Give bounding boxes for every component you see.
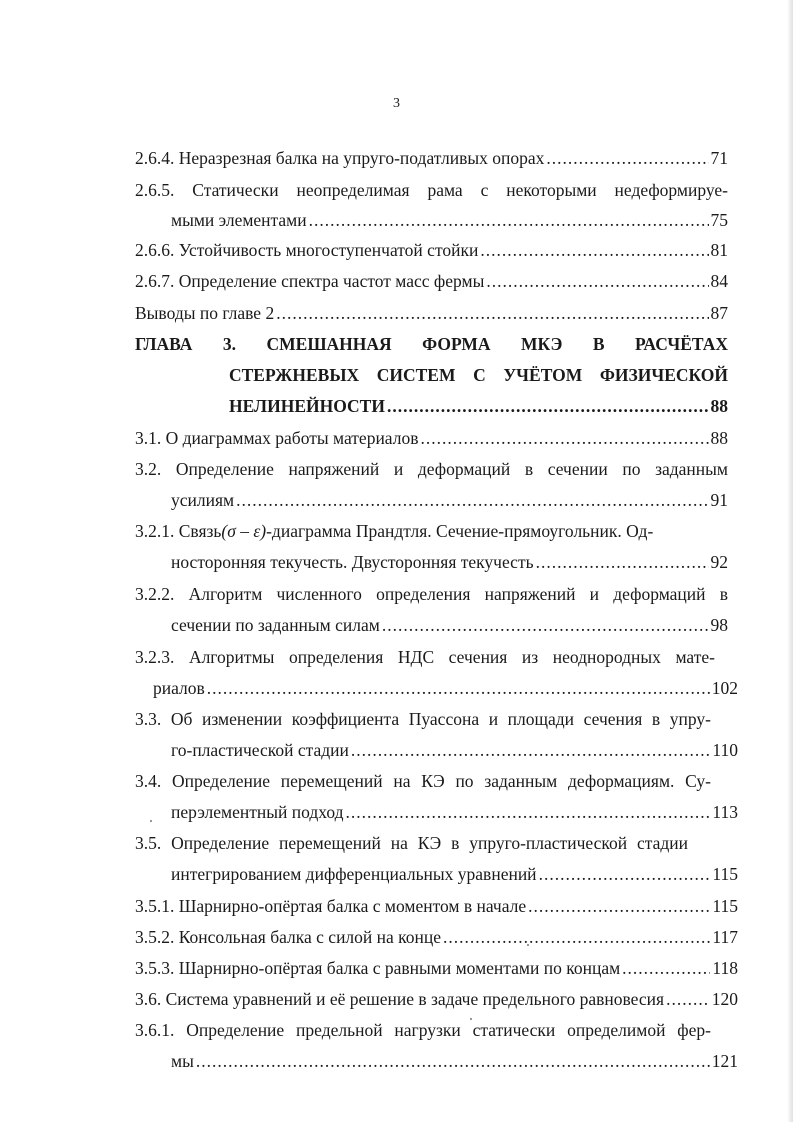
toc-entry-page: 118	[712, 958, 738, 978]
toc-entry-page: 87	[710, 303, 728, 323]
toc-entry-title: Выводы по главе 2	[135, 303, 275, 323]
chapter-title-continued: СТЕРЖНЕВЫХ СИСТЕМ С УЧЁТОМ ФИЗИЧЕСКОЙ	[229, 365, 728, 385]
toc-leader-dots	[666, 988, 710, 1010]
toc-entry-title: 3.2.3. Алгоритмы определения НДС сечения из неоднородных мате-	[135, 647, 715, 667]
toc-chapter-3-heading-line-1	[135, 333, 728, 355]
toc-entry-page: 92	[710, 552, 728, 572]
toc-entry-3-6-1-line-1	[135, 1019, 711, 1041]
toc-entry-3-2-3-line-2	[153, 677, 738, 699]
toc-leader-dots	[196, 1050, 710, 1072]
toc-entry-title-continued: сечении по заданным силам	[171, 615, 380, 635]
toc-leader-dots	[351, 739, 711, 761]
toc-entry-3-5-2	[135, 926, 738, 948]
toc-entry-page: 115	[712, 864, 738, 884]
toc-leader-dots	[528, 895, 710, 917]
toc-entry-title-rest: -диаграмма Прандтля. Сечение-прямоугольник. Од-	[266, 521, 654, 541]
toc-entry-title: 2.6.5. Статически неопределимая рама с некоторыми недеформируе-	[135, 180, 728, 200]
toc-entry-title-continued: мы	[171, 1051, 194, 1071]
toc-entry-title-continued: го-пластической стадии	[171, 740, 349, 760]
toc-entry-title: 3.3. Об изменении коэффициента Пуассона и площади сечения в упру-	[135, 709, 711, 729]
toc-entry-page: 81	[710, 240, 728, 260]
toc-leader-dots	[420, 427, 708, 449]
toc-entry-title: 3.2. Определение напряжений и деформаций в сечении по заданным	[135, 459, 728, 479]
toc-entry-title: 3.6. Система уравнений и её решение в задаче предельного равновесия	[135, 989, 665, 1009]
toc-entry-title: 3.2.2. Алгоритм численного определения напряжений и деформаций в	[135, 584, 728, 604]
toc-entry-page: 115	[712, 896, 738, 916]
toc-entry-page: 75	[710, 210, 728, 230]
page-number: 3	[393, 96, 400, 111]
chapter-title: ГЛАВА 3. СМЕШАННАЯ ФОРМА МКЭ В РАСЧЁТАХ	[135, 334, 728, 354]
toc-entry-title: 3.5.2. Консольная балка с силой на конце	[135, 927, 442, 947]
toc-entry-page: 117	[712, 927, 738, 947]
toc-entry-title: 3.5. Определение перемещений на КЭ в упруго-пластической стадии	[135, 833, 688, 853]
toc-entry-page: 110	[712, 740, 738, 760]
toc-entry-title: 2.6.6. Устойчивость многоступенчатой стойки	[135, 240, 479, 260]
toc-leader-dots	[536, 551, 709, 573]
toc-entry-page: 71	[710, 148, 728, 168]
toc-entry-page: 102	[711, 678, 738, 698]
toc-entry-3-6-1-line-2	[171, 1050, 738, 1072]
toc-entry-title: 3.5.1. Шарнирно-опёртая балка с моментом в начале	[135, 896, 527, 916]
scan-speck	[150, 820, 152, 822]
toc-entry-3-2-line-2	[171, 489, 728, 511]
toc-entry-title-continued: интегрированием дифференциальных уравнений	[171, 864, 537, 884]
toc-leader-dots	[486, 270, 708, 292]
toc-entry-3-1	[135, 427, 728, 449]
toc-entry-title: 3.4. Определение перемещений на КЭ по заданным деформациям. Су-	[135, 771, 711, 791]
toc-leader-dots	[622, 957, 710, 979]
toc-chapter-3-heading-line-2	[229, 364, 728, 386]
toc-entry-3-4-line-2	[171, 801, 738, 823]
toc-entry-2-6-7	[135, 270, 728, 292]
chapter-title-continued: НЕЛИНЕЙНОСТИ	[229, 396, 385, 416]
toc-entry-3-2-1-line-2	[171, 551, 728, 573]
toc-entry-title: 3.6.1. Определение предельной нагрузки статически определимой фер-	[135, 1020, 711, 1040]
toc-entry-page: 91	[710, 490, 728, 510]
toc-entry-3-2-2-line-2	[171, 614, 728, 636]
toc-entry-2-6-6	[135, 239, 728, 261]
toc-entry-title-continued: мыми элементами	[171, 210, 307, 230]
toc-leader-dots	[276, 302, 708, 324]
toc-entry-2-6-5-line-2	[171, 209, 728, 231]
toc-entry-2-6-5-line-1	[135, 179, 728, 201]
toc-entry-title-continued: перэлементный подход	[171, 802, 344, 822]
toc-entry-title: 2.6.4. Неразрезная балка на упруго-податливых опорах	[135, 148, 545, 168]
toc-entry-title-continued: усилиям	[171, 490, 235, 510]
toc-entry-title: 3.1. О диаграммах работы материалов	[135, 428, 419, 448]
toc-leader-dots	[387, 395, 709, 417]
toc-entry-page: 88	[710, 428, 728, 448]
toc-entry-page: 113	[712, 802, 738, 822]
toc-entry-3-5-line-2	[171, 863, 738, 885]
toc-entry-title-continued: носторонняя текучесть. Двусторонняя текучесть	[171, 552, 534, 572]
toc-entry-page: 120	[711, 989, 738, 1009]
toc-entry-3-2-1-line-1	[135, 520, 728, 542]
toc-entry-title: 3.5.3. Шарнирно-опёртая балка с равными моментами по концам	[135, 958, 621, 978]
scan-edge-shadow	[787, 0, 793, 1122]
toc-leader-dots	[480, 239, 708, 261]
toc-entry-3-5-1	[135, 895, 738, 917]
toc-entry-3-5-3	[135, 957, 738, 979]
toc-entry-page: 121	[711, 1051, 738, 1071]
toc-entry-title-continued: риалов	[153, 678, 205, 698]
toc-entry-title: 3.2.1. Связь	[135, 521, 222, 541]
stress-strain-formula: (σ – ε)	[221, 521, 267, 541]
toc-entry-title: 2.6.7. Определение спектра частот масс фермы	[135, 271, 485, 291]
scan-speck	[527, 944, 529, 946]
toc-leader-dots	[382, 614, 709, 636]
toc-entry-page: 98	[710, 615, 728, 635]
toc-entry-3-2-3-line-1	[135, 646, 715, 668]
toc-chapter-3-heading-line-3	[229, 395, 728, 417]
toc-entry-page: 84	[710, 271, 728, 291]
toc-leader-dots	[539, 863, 711, 885]
toc-entry-3-6	[135, 988, 738, 1010]
toc-leader-dots	[345, 801, 710, 823]
toc-entry-2-6-4	[135, 147, 728, 169]
toc-leader-dots	[309, 209, 709, 231]
toc-entry-3-3-line-1	[135, 708, 711, 730]
toc-entry-chapter-2-conclusions	[135, 302, 728, 324]
toc-entry-3-2-2-line-1	[135, 583, 728, 605]
toc-entry-3-4-line-1	[135, 770, 711, 792]
scan-speck	[470, 1018, 472, 1020]
toc-entry-3-3-line-2	[171, 739, 738, 761]
toc-leader-dots	[207, 677, 710, 699]
toc-leader-dots	[443, 926, 710, 948]
toc-entry-page: 88	[710, 396, 728, 416]
toc-leader-dots	[236, 489, 708, 511]
toc-entry-3-5-line-1	[135, 832, 688, 854]
toc-entry-3-2-line-1	[135, 458, 728, 480]
toc-leader-dots	[546, 147, 708, 169]
